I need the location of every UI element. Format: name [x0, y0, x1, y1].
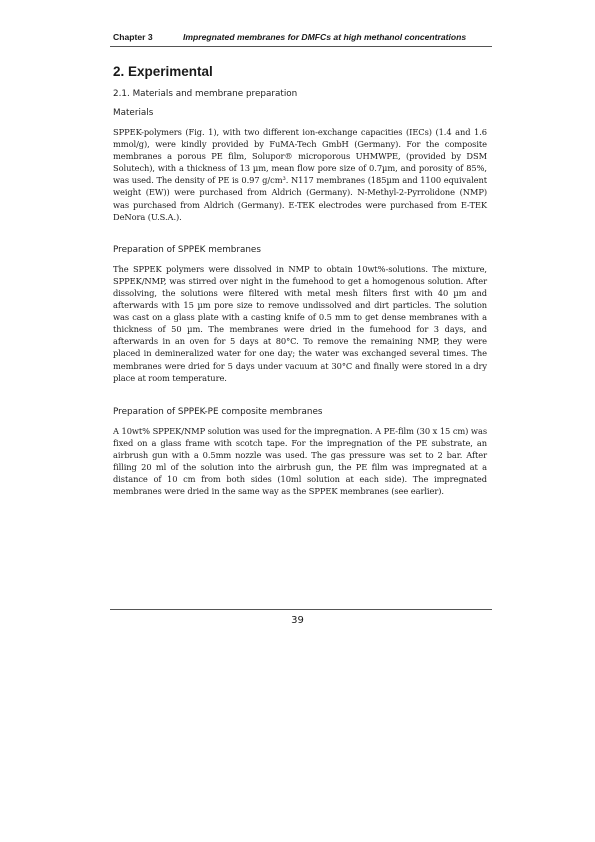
sppek-prep-paragraph: The SPPEK polymers were dissolved in NMP to obtain 10wt%-solutions. The mixture, SPPEK/NMP, was stirred over night in the fumehood to get a homogenous solution. After dissolving, the solutions were filtered with metal mesh filters first with 40 µm and afterwards with 15 µm pore size to remove undissolved and dirt particles. The solution was cast on a glass plate with a casting knife of 0.5 mm to get dense membranes with a thickness of 50 µm. The membranes were dried in the fumehood for 3 days, and afterwards in an oven for 5 days at 80°C. To remove the remaining NMP, they were placed in demineralized water for one day; the water was exchanged several times. The membranes were dried for 5 days under vacuum at 30°C and finally were stored in a dry place at room temperature.: [113, 263, 487, 383]
footer-rule: [110, 609, 492, 610]
section-title: 2. Experimental: [113, 64, 213, 79]
sppek-prep-heading: Preparation of SPPEK membranes: [113, 244, 261, 255]
running-header: [113, 32, 491, 42]
composite-prep-heading: Preparation of SPPEK-PE composite membranes: [113, 406, 323, 417]
composite-prep-paragraph: A 10wt% SPPEK/NMP solution was used for the impregnation. A PE-film (30 x 15 cm) was fixed on a glass frame with scotch tape. For the impregnation of the PE substrate, an airbrush gun with a 0.5mm nozzle was used. The gas pressure was set to 2 bar. After filling 20 ml of the solution into the airbrush gun, the PE film was impregnated at a distance of 10 cm from both sides (10ml solution at each side). The impregnated membranes were dried in the same way as the SPPEK membranes (see earlier).: [113, 425, 487, 497]
chapter-label: Chapter 3: [113, 32, 153, 42]
header-rule: [110, 46, 492, 47]
materials-paragraph: SPPEK-polymers (Fig. 1), with two different ion-exchange capacities (IECs) (1.4 and 1.6 mmol/g), were kindly provided by FuMA-Tech GmbH (Germany). For the composite membranes a porous PE film, Solupor® microporous UHMWPE, (provided by DSM Solutech), with a thickness of 13 µm, mean flow pore size of 0.7µm, and porosity of 85%, was used. The density of PE is 0.97 g/cm³. N117 membranes (185µm and 1100 equivalent weight (EW)) were purchased from Aldrich (Germany). N-Methyl-2-Pyrrolidone (NMP) was purchased from Aldrich (Germany). E-TEK electrodes were purchased from E-TEK DeNora (U.S.A.).: [113, 127, 487, 222]
materials-heading: Materials: [113, 108, 154, 118]
page-content: [113, 60, 487, 511]
page-number: 39: [291, 615, 304, 626]
subsection-title: 2.1. Materials and membrane preparation: [113, 89, 298, 99]
chapter-title: Impregnated membranes for DMFCs at high methanol concentrations: [183, 32, 467, 42]
